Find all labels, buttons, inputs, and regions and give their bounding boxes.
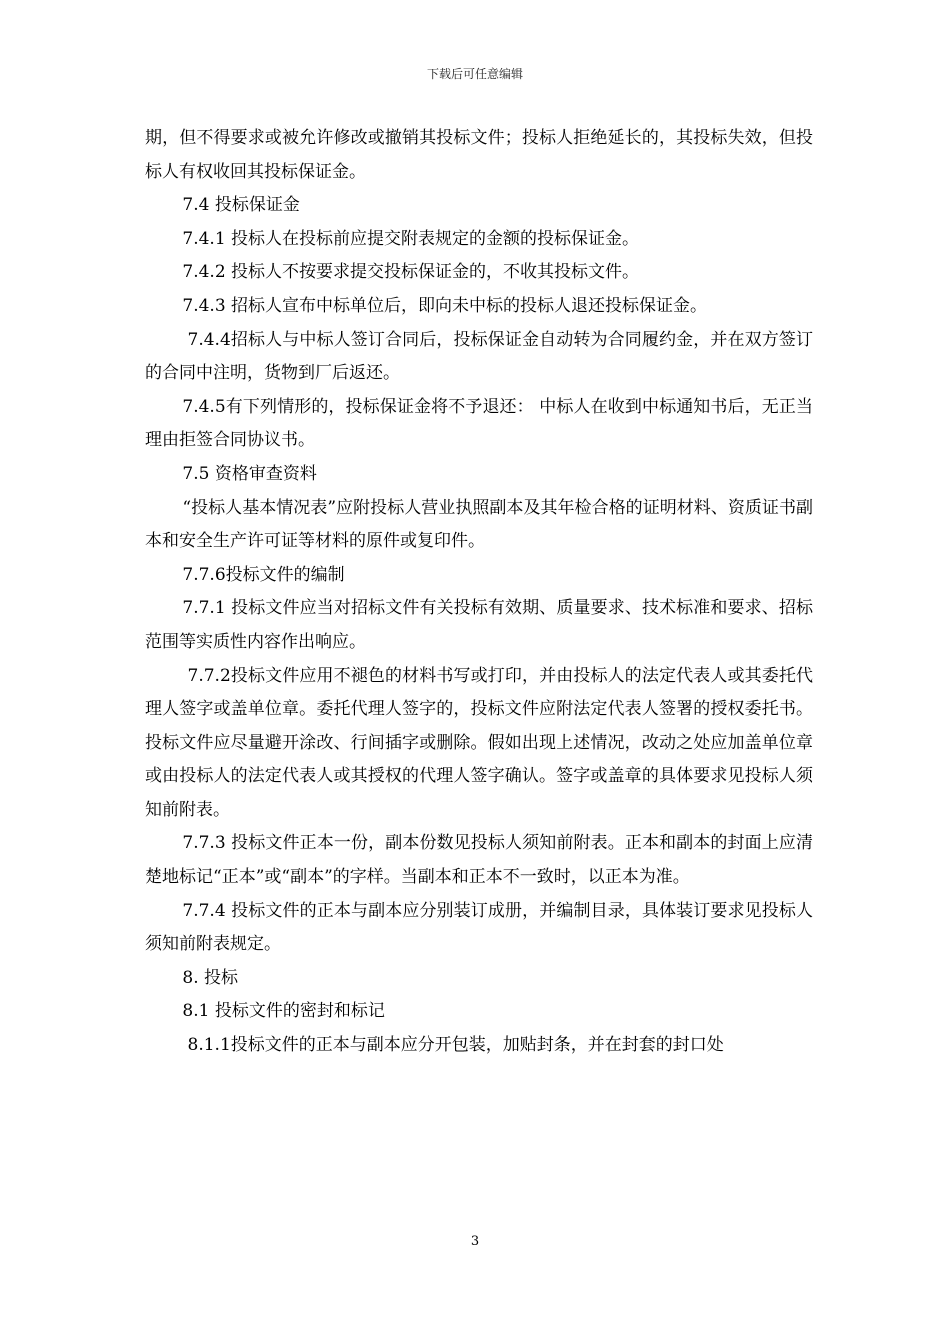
paragraph: 7.4.1 投标人在投标前应提交附表规定的金额的投标保证金。 — [182, 228, 640, 249]
paragraph: 7.4.2 投标人不按要求提交投标保证金的，不收其投标文件。 — [182, 262, 640, 283]
section-heading: 7.4 投标保证金 — [182, 195, 300, 216]
page-number: 3 — [470, 1234, 480, 1249]
document-body — [145, 122, 813, 1063]
section-heading: 8. 投标 — [182, 967, 239, 988]
page-header: 下载后可任意编辑 — [426, 67, 523, 81]
paragraph: 7.7.4 投标文件的正本与副本应分别装订成册，并编制目录，具体装订要求见投标人须知前附表规定。 — [145, 900, 813, 955]
paragraph: 7.7.1 投标文件应当对招标文件有关投标有效期、质量要求、技术标准和要求、招标范围等实质性内容作出响应。 — [145, 598, 813, 652]
section-heading: 7.7.6投标文件的编制 — [182, 564, 345, 585]
section-heading: 8.1 投标文件的密封和标记 — [182, 1001, 385, 1022]
paragraph: “投标人基本情况表”应附投标人营业执照副本及其年检合格的证明材料、资质证书副本和安全生产许可证等材料的原件或复印件。 — [145, 497, 813, 552]
paragraph: 8.1.1投标文件的正本与副本应分开包装，加贴封条，并在封套的封口处 — [187, 1035, 724, 1056]
paragraph: 7.4.5有下列情形的，投标保证金将不予退还： 中标人在收到中标通知书后，无正当理由拒签合同协议书。 — [145, 396, 813, 451]
paragraph: 7.4.3 招标人宣布中标单位后，即向未中标的投标人退还投标保证金。 — [182, 295, 708, 316]
paragraph: 7.7.2投标文件应用不褪色的材料书写或打印，并由投标人的法定代表人或其委托代理人签字或盖单位章。委托代理人签字的，投标文件应附法定代表人签署的授权委托书。投标文件应尽量避开涂改、行间插字或删除。假如出现上述情况，改动之处应加盖单位章或由投标人的法定代表人或其授权的代理人签字确认。签字或盖章的具体要求见投标人须知前附表。 — [145, 665, 813, 820]
paragraph: 7.4.4招标人与中标人签订合同后，投标保证金自动转为合同履约金，并在双方签订的合同中注明，货物到厂后返还。 — [145, 329, 813, 384]
section-heading: 7.5 资格审查资料 — [182, 463, 317, 484]
paragraph: 7.7.3 投标文件正本一份，副本份数见投标人须知前附表。正本和副本的封面上应清楚地标记“正本”或“副本”的字样。当副本和正本不一致时，以正本为准。 — [145, 833, 813, 888]
paragraph: 期，但不得要求或被允许修改或撤销其投标文件；投标人拒绝延长的，其投标失效，但投标人有权收回其投标保证金。 — [145, 128, 813, 182]
